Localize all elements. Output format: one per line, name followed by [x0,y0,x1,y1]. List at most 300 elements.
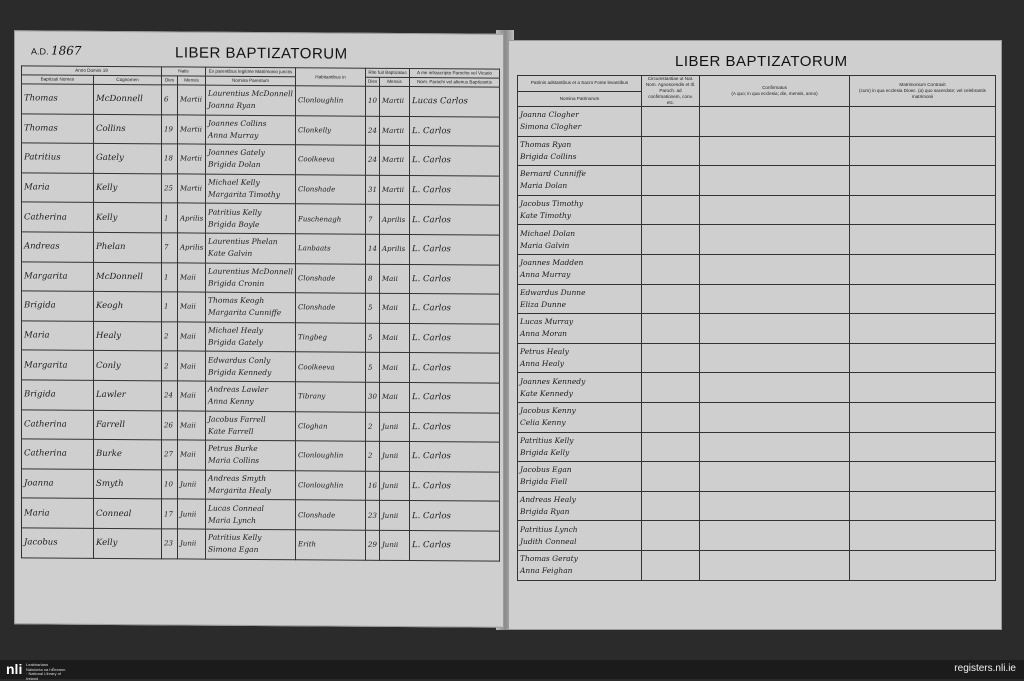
parents-names [206,381,296,411]
baptized-first-name: Margarita [22,350,94,380]
birth-month: Junii [178,529,206,559]
baptized-first-name: Margarita [22,261,94,291]
parents-names [206,411,296,441]
baptism-day: 2 [366,441,380,471]
header-habitantibus: Habitantibus in [296,68,366,86]
officiating-priest: L. Carlos [410,294,500,324]
godmother-name: Simona Clogher [520,122,582,132]
baptism-month: Junii [380,501,410,531]
table-row [22,350,500,383]
baptized-surname: McDonnell [94,262,162,292]
mother-name: Simona Egan [208,544,259,555]
parents-names [206,292,296,322]
parents-names [206,263,296,293]
godmother-name: Anna Murray [520,270,571,280]
table-row [518,195,996,225]
residence: Clonshade [296,500,366,530]
father-name: Michael Healy [208,325,263,336]
table-row [518,550,996,580]
baptism-records-table [21,65,500,561]
sponsors-names [518,491,642,521]
header-patrinis: Patrinis adstantibus et a Sacro Fonte levantibus [518,76,642,92]
parents-names [206,322,296,352]
marriage-cell [850,491,996,521]
baptized-surname: Conneal [94,499,162,529]
baptized-first-name: Thomas [22,113,94,143]
mother-name: Kate Farrell [208,426,254,436]
header-confirmatus [700,76,850,107]
table-row [518,107,996,137]
mother-name: Maria Collins [208,456,260,466]
sponsors-names [518,462,642,492]
baptism-day: 31 [366,175,380,205]
baptism-month: Martii [380,146,410,176]
godmother-name: Kate Kennedy [520,388,573,398]
baptism-day: 14 [366,234,380,264]
godfather-name: Jacobus Egan [520,465,572,475]
baptized-first-name: Andreas [22,232,94,262]
baptized-surname: Kelly [94,173,162,203]
marriage-cell [850,166,996,196]
officiating-priest: L. Carlos [410,146,500,176]
residence: Tibrany [296,382,366,412]
godmother-name: Celia Kenny [520,418,566,428]
father-name: Edwardus Conly [208,355,271,365]
baptized-first-name: Catherina [22,409,94,439]
baptized-first-name: Joanna [22,469,94,499]
marriage-cell [850,284,996,314]
residence: Clonshade [296,175,366,205]
parents-names [206,499,296,529]
godfather-name: Jacobus Kenny [520,406,576,416]
birth-day: 2 [162,322,178,352]
circumstantiae-cell [642,373,700,403]
birth-month: Aprilis [178,203,206,233]
father-name: Jacobus Farrell [208,414,266,424]
table-row [22,469,500,502]
father-name: Petrus Burke [208,444,258,454]
birth-month: Maii [178,381,206,411]
birth-day: 27 [162,440,178,470]
officiating-priest: L. Carlos [410,412,500,442]
birth-day: 17 [162,499,178,529]
header-nomina-patrinorum: Nomina Patrinorum [518,91,642,107]
table-row [22,113,500,146]
godfather-name: Lucas Murray [520,317,574,327]
baptism-month: Junii [380,471,410,501]
baptized-first-name: Maria [22,321,94,351]
parents-names [206,115,296,145]
sponsors-confirmation-table [517,75,996,581]
right-page-title: LIBER BAPTIZATORUM [675,53,848,70]
baptized-first-name: Maria [22,498,94,528]
baptized-first-name: Catherina [22,202,94,232]
baptized-surname: Kelly [94,528,162,558]
confirmation-cell [700,462,850,492]
marriage-cell [850,521,996,551]
circumstantiae-cell [642,107,700,137]
table-row [22,409,500,442]
marriage-cell [850,107,996,137]
table-row [518,254,996,284]
father-name: Thomas Keogh [208,296,265,306]
baptized-surname: Collins [94,114,162,144]
site-url-link[interactable]: registers.nli.ie [954,663,1016,674]
father-name: Michael Kelly [208,177,260,188]
baptized-surname: Smyth [94,469,162,499]
baptized-surname: Kelly [94,203,162,233]
confirmation-cell [700,491,850,521]
officiating-priest: L. Carlos [410,501,500,531]
birth-month: Maii [178,322,206,352]
father-name: Laurentius Phelan [208,236,278,247]
marriage-cell [850,195,996,225]
mother-name: Brigida Kennedy [208,367,272,377]
godfather-name: Edwardus Dunne [520,287,586,297]
mother-name: Kate Galvin [208,248,253,259]
header-mensis: Mensis [178,76,206,85]
father-name: Lucas Conneal [208,503,264,513]
confirmation-cell [700,343,850,373]
residence: Lanbaats [296,234,366,264]
baptized-surname: Gately [94,144,162,174]
header-nomina-parentum: Nomina Parentum [206,76,296,86]
nli-logo[interactable]: nli [6,661,23,677]
baptized-surname: Conly [94,351,162,381]
circumstantiae-cell [642,284,700,314]
godmother-name: Anna Feighan [520,566,573,576]
mother-name: Brigida Gately [208,337,263,348]
parents-names [206,470,296,500]
header-circumstantiae: Circumstantiae ut Nat. Nom. Agnoscendis et Ill. Paroch. ad confirmationem, conv. etc. [642,76,700,107]
header-rite-fuit: Rite fuit Baptizatus [366,68,410,77]
sponsors-names [518,195,642,225]
baptized-first-name: Jacobus [22,528,94,558]
mother-name: Anna Kenny [208,396,254,407]
header-cognomen: Cognomen [94,75,162,84]
baptism-month: Maii [380,264,410,294]
confirmation-cell [700,314,850,344]
godfather-name: Andreas Healy [520,495,576,505]
baptism-day: 24 [366,145,380,175]
baptism-day: 24 [366,116,380,146]
godmother-name: Brigida Collins [520,151,577,161]
circumstantiae-cell [642,195,700,225]
baptism-month: Martii [380,116,410,146]
birth-day: 26 [162,410,178,440]
viewer-footer-bar [0,660,1024,679]
sponsors-names [518,107,642,137]
marriage-cell [850,462,996,492]
baptism-day: 30 [366,382,380,412]
table-row [22,380,500,413]
birth-month: Junii [178,499,206,529]
godmother-name: Maria Galvin [520,240,570,250]
officiating-priest: L. Carlos [410,264,500,294]
officiating-priest: L. Carlos [410,530,500,560]
register-year [31,43,82,57]
birth-month: Martii [178,174,206,204]
baptized-first-name: Catherina [22,439,94,469]
baptism-day: 7 [366,205,380,235]
father-name: Andreas Smyth [208,473,267,484]
circumstantiae-cell [642,521,700,551]
table-row [22,321,500,354]
residence: Clonloughlin [296,470,366,500]
godfather-name: Thomas Geraty [520,554,578,564]
godfather-name: Patritius Lynch [520,524,578,534]
baptism-day: 5 [366,353,380,383]
baptism-month: Martii [380,175,410,205]
marriage-cell [850,373,996,403]
table-row [518,225,996,255]
baptism-month: Aprilis [380,234,410,264]
father-name: Laurentius McDonnell [208,266,293,277]
table-row [22,232,500,265]
baptism-day: 16 [366,471,380,501]
circumstantiae-cell [642,314,700,344]
header-dies: Dies [162,76,178,85]
birth-month: Martii [178,115,206,145]
officiating-priest: L. Carlos [410,471,500,501]
birth-day: 10 [162,470,178,500]
year-value: 1867 [51,43,82,58]
nli-logo-subtitle: Leabharlann Náisiúnta na hÉireann · National Library of Ireland [26,662,66,681]
marriage-cell [850,136,996,166]
officiating-priest: L. Carlos [410,235,500,265]
godfather-name: Joannes Kennedy [520,376,586,386]
godmother-name: Kate Timothy [520,211,572,221]
birth-day: 1 [162,262,178,292]
residence: Erith [296,530,366,560]
parents-names [206,204,296,234]
confirmation-cell [700,254,850,284]
baptized-first-name: Brigida [22,380,94,410]
confirmation-cell [700,166,850,196]
officiating-priest: L. Carlos [410,353,500,383]
officiating-priest: L. Carlos [410,442,500,472]
baptized-surname: Healy [94,321,162,351]
baptized-first-name: Patritius [22,143,94,173]
sponsors-names [518,314,642,344]
sponsors-names [518,254,642,284]
table-row [22,84,500,117]
baptized-first-name: Thomas [22,84,94,114]
marriage-cell [850,402,996,432]
mother-name: Brigida Dolan [208,160,261,170]
table-row [22,173,500,206]
officiating-priest: L. Carlos [410,116,500,146]
godmother-name: Anna Moran [520,329,568,339]
baptism-month: Junii [380,441,410,471]
residence: Coolkeeva [296,352,366,382]
baptism-day: 23 [366,501,380,531]
table-row [22,528,500,561]
table-row [22,202,500,235]
godfather-name: Michael Dolan [520,228,576,238]
godfather-name: Joannes Madden [520,258,584,268]
father-name: Patritius Kelly [208,207,262,217]
circumstantiae-cell [642,254,700,284]
godfather-name: Bernard Cunniffe [520,169,586,179]
baptism-month: Maii [380,382,410,412]
table-row [518,136,996,166]
baptized-surname: Farrell [94,410,162,440]
baptized-surname: Burke [94,439,162,469]
father-name: Joannes Collins [208,118,267,128]
godmother-name: Brigida Fiell [520,477,568,487]
residence: Coolkeeva [296,145,366,175]
sponsors-names [518,550,642,580]
baptized-first-name: Maria [22,173,94,203]
godfather-name: Petrus Healy [520,347,569,357]
table-row [22,498,500,531]
table-row [518,284,996,314]
header-natis: Natis [162,67,206,76]
baptized-first-name: Brigida [22,291,94,321]
circumstantiae-cell [642,136,700,166]
officiating-priest: L. Carlos [410,382,500,412]
table-row [518,402,996,432]
right-register-page [508,40,1002,630]
birth-month: Aprilis [178,233,206,263]
baptism-day: 5 [366,323,380,353]
birth-day: 6 [162,85,178,115]
header-parentes: Ex parentibus legitime Matrimonio junctis [206,67,296,77]
residence: Clonkelly [296,115,366,145]
birth-month: Martii [178,144,206,174]
parents-names [206,440,296,470]
confirmation-cell [700,136,850,166]
marriage-cell [850,254,996,284]
baptism-day: 10 [366,86,380,116]
table-row [22,143,500,176]
birth-day: 25 [162,174,178,204]
godmother-name: Brigida Ryan [520,507,570,517]
left-page-title: LIBER BAPTIZATORUM [175,44,348,63]
sponsors-names [518,432,642,462]
sponsors-names [518,373,642,403]
circumstantiae-cell [642,491,700,521]
table-row [518,432,996,462]
confirmation-cell [700,432,850,462]
parents-names [206,351,296,381]
baptism-day: 29 [366,530,380,560]
residence: Clonshade [296,263,366,293]
birth-month: Maii [178,440,206,470]
residence: Clonloughlin [296,86,366,116]
table-row [518,314,996,344]
birth-month: Maii [178,262,206,292]
baptism-month: Maii [380,323,410,353]
confirmation-cell [700,373,850,403]
mother-name: Anna Murray [208,130,259,140]
sponsors-names [518,225,642,255]
header-b-mensis: Mensis [380,77,410,86]
header-confirmatus-sub: (A quo; in qua ecclesia; die, mensis, anno) [731,91,818,96]
parents-names [206,174,296,204]
mother-name: Brigida Boyle [208,219,260,229]
godmother-name: Maria Dolan [520,181,568,191]
circumstantiae-cell [642,462,700,492]
marriage-cell [850,225,996,255]
year-prefix: A.D. [31,46,49,57]
header-matrimonium [850,76,996,107]
godfather-name: Patritius Kelly [520,435,574,445]
godmother-name: Anna Healy [520,359,565,369]
circumstantiae-cell [642,225,700,255]
birth-day: 24 [162,381,178,411]
header-matrimonium-sub: (cum) in qua ecclesia Dioec. (a) quo sacerdote; vel celebrantis matrimonii [859,88,986,99]
sponsors-names [518,521,642,551]
residence: Clonshade [296,293,366,323]
godmother-name: Brigida Kelly [520,447,570,457]
header-baptizati-nomen: Baptizati Nomen [22,75,94,85]
birth-day: 23 [162,529,178,559]
table-row [22,261,500,294]
officiating-priest: L. Carlos [410,175,500,205]
residence: Fuschenagh [296,204,366,234]
birth-month: Maii [178,410,206,440]
table-row [518,491,996,521]
father-name: Laurentius McDonnell [208,88,293,99]
birth-day: 19 [162,114,178,144]
godfather-name: Jacobus Timothy [520,199,584,209]
baptism-day: 2 [366,412,380,442]
parents-names [206,233,296,263]
header-nom-parochi: Nom. Parochi vel alterius Baptizantis [410,78,500,88]
circumstantiae-cell [642,402,700,432]
confirmation-cell [700,521,850,551]
marriage-cell [850,550,996,580]
table-row [22,291,500,324]
baptism-month: Junii [380,412,410,442]
marriage-cell [850,432,996,462]
birth-day: 1 [162,292,178,322]
mother-name: Margarita Healy [208,485,271,496]
baptism-day: 8 [366,264,380,294]
birth-day: 1 [162,203,178,233]
parents-names [206,85,296,115]
father-name: Patritius Kelly [208,532,262,543]
marriage-cell [850,314,996,344]
baptism-month: Martii [380,86,410,116]
birth-month: Maii [178,351,206,381]
sponsors-names [518,402,642,432]
birth-day: 7 [162,233,178,263]
circumstantiae-cell [642,166,700,196]
officiating-priest: Lucas Carlos [410,87,500,117]
birth-month: Maii [178,292,206,322]
father-name: Andreas Lawler [208,384,269,395]
confirmation-cell [700,225,850,255]
left-register-page [14,30,504,627]
baptism-month: Junii [380,530,410,560]
baptism-month: Aprilis [380,205,410,235]
sponsors-names [518,136,642,166]
sponsors-names [518,166,642,196]
godfather-name: Joanna Clogher [520,110,579,120]
birth-month: Junii [178,470,206,500]
confirmation-cell [700,550,850,580]
confirmation-cell [700,107,850,137]
table-row [518,166,996,196]
table-row [518,521,996,551]
birth-month: Martii [178,85,206,115]
baptism-day: 5 [366,293,380,323]
officiating-priest: L. Carlos [410,205,500,235]
table-row [518,373,996,403]
